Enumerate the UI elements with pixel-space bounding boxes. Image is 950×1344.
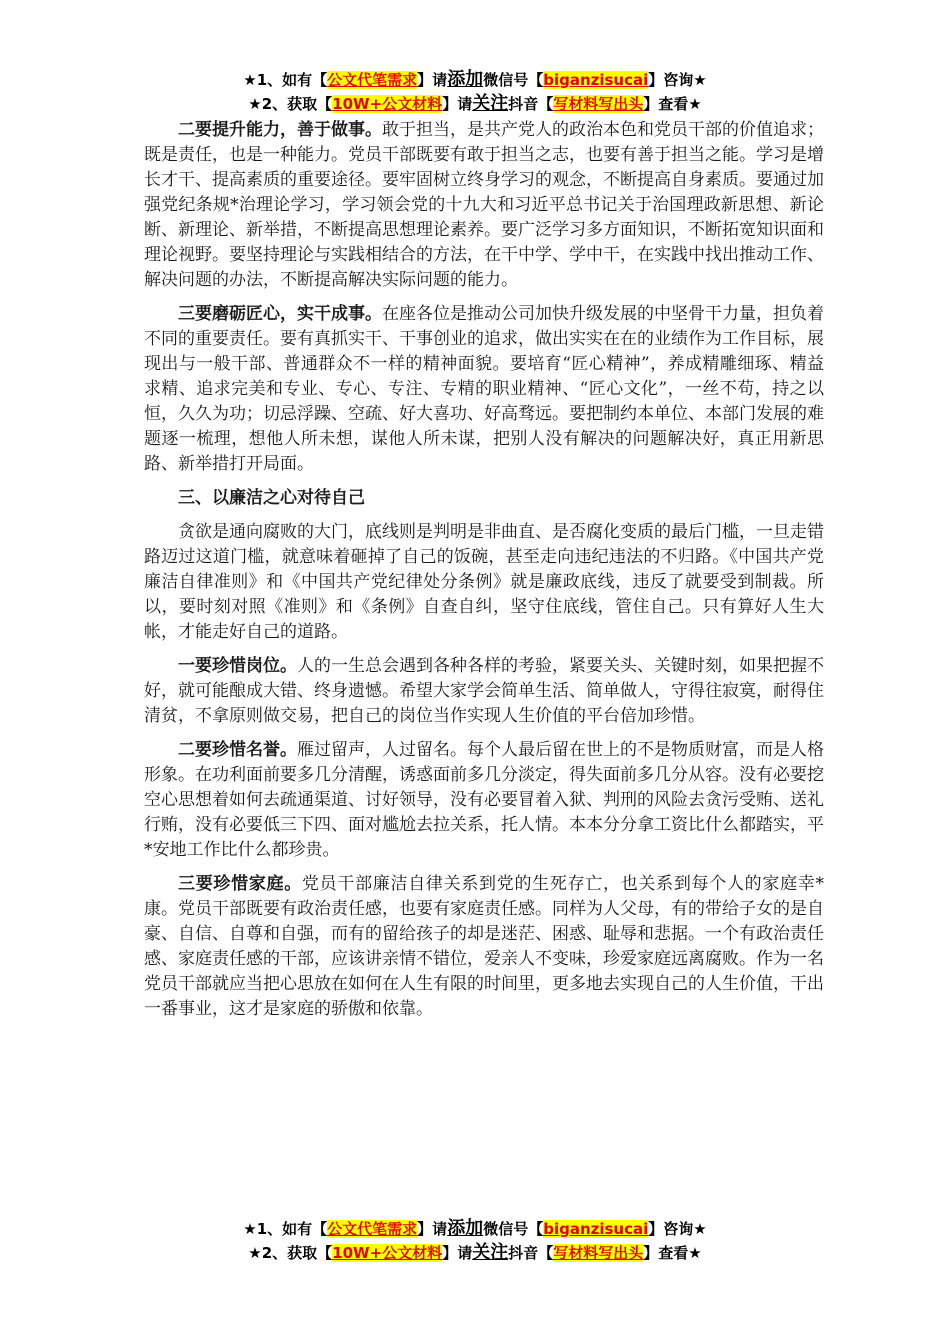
highlight-douyin: 写材料写出头	[553, 95, 644, 113]
paragraph	[144, 738, 824, 863]
banner-text: ★2、获取【	[248, 1244, 333, 1262]
paragraph	[144, 872, 824, 1022]
banner-text: 抖音【	[508, 95, 554, 113]
footer-banner	[0, 1217, 950, 1265]
highlight-douyin: 写材料写出头	[553, 1244, 644, 1262]
banner-text: 抖音【	[508, 1244, 554, 1262]
paragraph-text: 党员干部廉洁自律关系到党的生死存亡，也关系到每个人的家庭幸*康。党员干部既要有政治责任感，也要有家庭责任感。同样为人父母，有的带给子女的是自豪、自信、自尊和自强，而有的留给孩子的却是迷茫、困惑、耻辱和悲据。一个有政治责任感、家庭责任感的干部，应该讲亲情不错位，爱亲人不变味，珍爱家庭远离腐败。作为一名党员干部就应当把心思放在如何在人生有限的时间里，更多地去实现自己的人生价值，干出一番事业，这才是家庭的骄傲和依靠。	[144, 874, 825, 1019]
section-heading: 三、以廉洁之心对待自己	[178, 488, 365, 508]
paragraph	[144, 302, 824, 477]
paragraph-lead: 一要珍惜岗位。	[178, 656, 297, 676]
banner-text: 微信号【	[483, 1220, 544, 1238]
banner-text: ★1、如有【	[243, 71, 328, 89]
paragraph-lead: 三要磨砺匠心，实干成事。	[178, 304, 382, 324]
banner-text-emph: 添加	[447, 1218, 484, 1239]
paragraph-lead: 二要珍惜名誉。	[178, 740, 297, 760]
highlight-materials: 10W+公文材料	[332, 95, 443, 113]
paragraph-lead: 三要珍惜家庭。	[178, 874, 302, 894]
paragraph-lead: 二要提升能力，善于做事。	[178, 120, 382, 140]
highlight-wechat-id: biganzisucai	[543, 1220, 649, 1238]
highlight-service: 公文代笔需求	[327, 71, 418, 89]
body-content	[144, 118, 824, 1031]
banner-text: 】请	[417, 1220, 448, 1238]
header-banner	[0, 68, 950, 116]
banner-line-2	[0, 92, 950, 116]
paragraph-text: 敢于担当，是共产党人的政治本色和党员干部的价值追求；既是责任，也是一种能力。党员干部既要有敢于担当之志，也要有善于担当之能。学习是增长才干、提高素质的重要途径。要牢固树立终身学习的观念，不断提高自身素质。要通过加强党纪条规*治理论学习，学习领会党的十九大和习近平总书记关于治国理政新思想、新论断、新理论、新举措，不断提高思想理论素养。要广泛学习多方面知识，不断拓宽知识面和理论视野。要坚持理论与实践相结合的方法，在干中学、学中干，在实践中找出推动工作、解决问题的办法，不断提高解决实际问题的能力。	[144, 120, 824, 290]
banner-line-1	[0, 1217, 950, 1241]
banner-text: 】请	[417, 71, 448, 89]
paragraph-text: 雁过留声，人过留名。每个人最后留在世上的不是物质财富，而是人格形象。在功利面前要多几分清醒，诱惑面前多几分淡定，得失面前多几分从容。没有必要挖空心思想着如何去疏通渠道、讨好领导，没有必要冒着入狱、判刑的风险去贪污受贿、送礼行贿，没有必要低三下四、面对尴尬去拉关系，托人情。本本分分拿工资比什么都踏实，平*安地工作比什么都珍贵。	[144, 740, 824, 860]
paragraph	[144, 118, 824, 293]
paragraph-text: 贪欲是通向腐败的大门，底线则是判明是非曲直、是否腐化变质的最后门槛，一旦走错路迈过这道门槛，就意味着砸掉了自己的饭碗，甚至走向违纪违法的不归路。《中国共产党廉洁自律准则》和《中国共产党纪律处分条例》就是廉政底线，违反了就要受到制裁。所以，要时刻对照《准则》和《条例》自查自纠，坚守住底线，管住自己。只有算好人生大帐，才能走好自己的道路。	[144, 522, 824, 642]
banner-text-emph: 关注	[472, 93, 509, 114]
banner-text: 】咨询★	[648, 1220, 707, 1238]
paragraph	[144, 654, 824, 729]
highlight-wechat-id: biganzisucai	[543, 71, 649, 89]
banner-text: ★2、获取【	[248, 95, 333, 113]
banner-text-emph: 添加	[447, 69, 484, 90]
banner-text: ★1、如有【	[243, 1220, 328, 1238]
paragraph-text: 人的一生总会遇到各种各样的考验，紧要关头、关键时刻，如果把握不好，就可能酿成大错、终身遗憾。希望大家学会简单生活、简单做人，守得往寂寞，耐得住清贫，不拿原则做交易，把自己的岗位当作实现人生价值的平台倍加珍惜。	[144, 656, 824, 726]
banner-line-2	[0, 1241, 950, 1265]
highlight-service: 公文代笔需求	[327, 1220, 418, 1238]
banner-text: 】请	[442, 1244, 473, 1262]
highlight-materials: 10W+公文材料	[332, 1244, 443, 1262]
paragraph	[144, 520, 824, 645]
paragraph-text: 在座各位是推动公司加快升级发展的中坚骨干力量，担负着不同的重要责任。要有真抓实干、干事创业的追求，做出实实在在的业绩作为工作目标，展现出与一般干部、普通群众不一样的精神面貌。要培育“匠心精神”，养成精雕细琢、精益求精、追求完美和专业、专心、专注、专精的职业精神、“匠心文化”，一丝不苟，持之以恒，久久为功；切忌浮躁、空疏、好大喜功、好高骛远。要把制约本单位、本部门发展的难题逐一梳理，想他人所未想，谋他人所未谋，把别人没有解决的问题解决好，真正用新思路、新举措打开局面。	[144, 304, 824, 474]
banner-text-emph: 关注	[472, 1242, 509, 1263]
banner-text: 微信号【	[483, 71, 544, 89]
banner-text: 】查看★	[643, 95, 702, 113]
banner-text: 】咨询★	[648, 71, 707, 89]
banner-line-1	[0, 68, 950, 92]
banner-text: 】请	[442, 95, 473, 113]
banner-text: 】查看★	[643, 1244, 702, 1262]
